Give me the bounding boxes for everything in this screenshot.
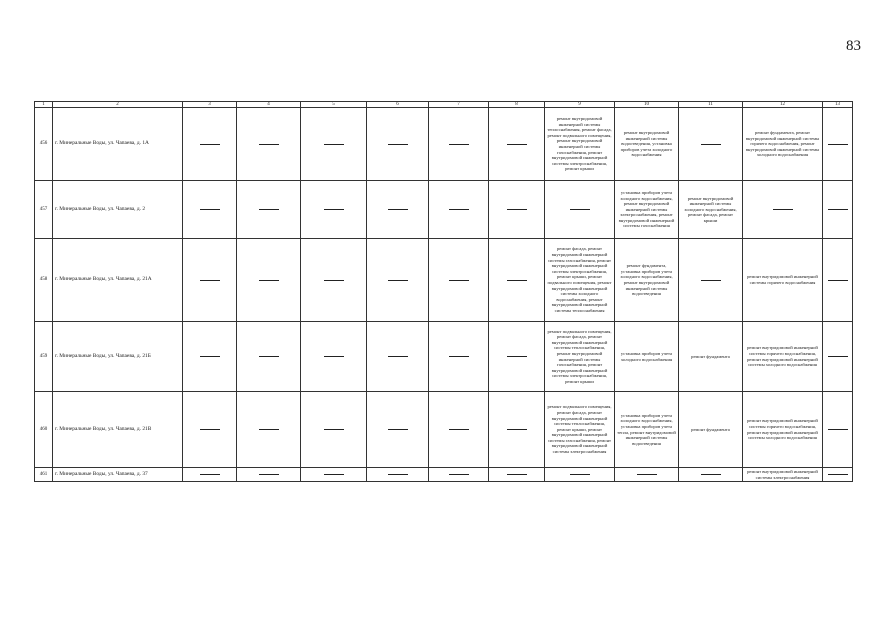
work-cell-c10: установка приборов учета холодного водоснабжения, ремонт внутридомовой инженерной системы электроснабжения, ремонт внутридомовой инженерной системы газоснабжения	[615, 181, 679, 239]
empty-cell	[367, 239, 429, 322]
empty-cell	[489, 108, 545, 181]
empty-cell	[301, 108, 367, 181]
column-number: 5	[301, 102, 367, 108]
empty-cell	[823, 322, 853, 392]
empty-cell	[429, 392, 489, 468]
row-address: г. Минеральные Воды, ул. Чапаева, д. 21Б	[53, 322, 183, 392]
dash-mark	[259, 144, 279, 145]
work-cell-c11: ремонт фундамента	[679, 322, 743, 392]
row-number: 460	[35, 392, 53, 468]
dash-mark	[324, 144, 344, 145]
dash-mark	[449, 280, 469, 281]
empty-cell	[183, 181, 237, 239]
dash-mark	[507, 429, 527, 430]
dash-mark	[324, 356, 344, 357]
empty-cell	[183, 239, 237, 322]
dash-mark	[200, 429, 220, 430]
empty-cell	[237, 239, 301, 322]
work-cell-c10: установка приборов учета холодного водоснабжения, установка приборов учета тепла, ремонт внутридомовой инженерной системы водоотведения	[615, 392, 679, 468]
empty-cell	[301, 468, 367, 482]
work-cell-c12: ремонт внутридомовой инженерной системы горячего водоснабжения	[743, 239, 823, 322]
column-number: 3	[183, 102, 237, 108]
dash-mark	[388, 429, 408, 430]
dash-mark	[449, 209, 469, 210]
dash-mark	[449, 474, 469, 475]
column-number: 1	[35, 102, 53, 108]
empty-cell	[545, 468, 615, 482]
repair-schedule-table	[34, 101, 853, 482]
empty-cell	[489, 392, 545, 468]
dash-mark	[570, 474, 590, 475]
column-number: 10	[615, 102, 679, 108]
empty-cell	[823, 181, 853, 239]
table-row	[35, 239, 853, 322]
empty-cell	[823, 108, 853, 181]
empty-cell	[679, 468, 743, 482]
empty-cell	[301, 181, 367, 239]
work-cell-c11: ремонт фундамента	[679, 392, 743, 468]
row-number: 458	[35, 239, 53, 322]
dash-mark	[388, 144, 408, 145]
table-row	[35, 392, 853, 468]
empty-cell	[489, 322, 545, 392]
work-cell-c9: ремонт подвального помещения, ремонт фасада, ремонт внутридомовой инженерной системы теплоснабжения, ремонт внутридомовой инженерной системы газоснабжения, ремонт внутридомовой инженерной системы электроснабжения, ремонт крыши	[545, 322, 615, 392]
empty-cell	[429, 239, 489, 322]
dash-mark	[828, 209, 848, 210]
empty-cell	[183, 108, 237, 181]
dash-mark	[324, 209, 344, 210]
work-cell-c10: ремонт внутридомовой инженерной системы водоотведения, установка приборов учета холодного водоснабжения	[615, 108, 679, 181]
dash-mark	[200, 209, 220, 210]
dash-mark	[701, 144, 721, 145]
work-cell-c9: ремонт фасада, ремонт внутридомовой инженерной системы газоснабжения, ремонт внутридомовой инженерной системы электроснабжения, ремонт крыши, ремонт подвального помещения, ремонт внутридомовой инженерной системы холодного водоснабжения, ремонт внутридомовой инженерной системы теплоснабжения	[545, 239, 615, 322]
dash-mark	[388, 280, 408, 281]
column-number: 13	[823, 102, 853, 108]
empty-cell	[237, 108, 301, 181]
empty-cell	[679, 239, 743, 322]
column-number: 2	[53, 102, 183, 108]
dash-mark	[388, 209, 408, 210]
empty-cell	[301, 322, 367, 392]
empty-cell	[301, 392, 367, 468]
dash-mark	[259, 356, 279, 357]
empty-cell	[301, 239, 367, 322]
column-number: 12	[743, 102, 823, 108]
row-number: 461	[35, 468, 53, 482]
work-cell-c11: ремонт внутридомовой инженерной системы холодного водоснабжения, ремонт фасада, ремонт крыши	[679, 181, 743, 239]
table-row	[35, 108, 853, 181]
work-cell-c9: ремонт внутридомовой инженерной системы теплоснабжения, ремонт фасада, ремонт подвального помещения, ремонт внутридомовой инженерной системы газоснабжения, ремонт внутридомовой инженерной системы электроснабжения, ремонт крыши	[545, 108, 615, 181]
work-cell-c12: ремонт внутридомовой инженерной системы горячего водоснабжения, ремонт внутридомовой инженерной системы холодного водоснабжения	[743, 392, 823, 468]
dash-mark	[388, 356, 408, 357]
dash-mark	[324, 474, 344, 475]
work-cell-c10: установка приборов учета холодного водоснабжения	[615, 322, 679, 392]
dash-mark	[828, 474, 848, 475]
row-address: г. Минеральные Воды, ул. Чапаева, д. 1А	[53, 108, 183, 181]
empty-cell	[429, 181, 489, 239]
table-row	[35, 468, 853, 482]
work-cell-c10: ремонт фундамента, установка приборов учета холодного водоснабжения, ремонт внутридомовой инженерной системы водоотведения	[615, 239, 679, 322]
dash-mark	[828, 280, 848, 281]
dash-mark	[701, 280, 721, 281]
dash-mark	[388, 474, 408, 475]
dash-mark	[259, 474, 279, 475]
empty-cell	[545, 181, 615, 239]
dash-mark	[259, 280, 279, 281]
empty-cell	[679, 108, 743, 181]
empty-cell	[489, 239, 545, 322]
empty-cell	[489, 181, 545, 239]
empty-cell	[367, 468, 429, 482]
dash-mark	[324, 280, 344, 281]
empty-cell	[237, 392, 301, 468]
row-number: 457	[35, 181, 53, 239]
dash-mark	[507, 144, 527, 145]
row-number: 459	[35, 322, 53, 392]
dash-mark	[507, 209, 527, 210]
empty-cell	[237, 181, 301, 239]
row-number: 456	[35, 108, 53, 181]
empty-cell	[237, 322, 301, 392]
dash-mark	[200, 356, 220, 357]
empty-cell	[615, 468, 679, 482]
empty-cell	[429, 108, 489, 181]
page-number: 83	[846, 38, 861, 54]
empty-cell	[237, 468, 301, 482]
dash-mark	[259, 209, 279, 210]
dash-mark	[324, 429, 344, 430]
dash-mark	[701, 474, 721, 475]
row-address: г. Минеральные Воды, ул. Чапаева, д. 21А	[53, 239, 183, 322]
empty-cell	[823, 392, 853, 468]
empty-cell	[367, 108, 429, 181]
dash-mark	[828, 144, 848, 145]
column-number: 9	[545, 102, 615, 108]
dash-mark	[507, 356, 527, 357]
dash-mark	[200, 144, 220, 145]
work-cell-c12: ремонт фундамента, ремонт внутридомовой инженерной системы горячего водоснабжения, ремонт внутридомовой инженерной системы холодного водоснабжения	[743, 108, 823, 181]
table-row	[35, 181, 853, 239]
dash-mark	[200, 280, 220, 281]
table-row	[35, 322, 853, 392]
dash-mark	[637, 474, 657, 475]
dash-mark	[773, 209, 793, 210]
dash-mark	[507, 280, 527, 281]
dash-mark	[828, 429, 848, 430]
column-number: 11	[679, 102, 743, 108]
empty-cell	[183, 322, 237, 392]
empty-cell	[489, 468, 545, 482]
dash-mark	[828, 356, 848, 357]
work-cell-c12: ремонт внутридомовой инженерной системы горячего водоснабжения, ремонт внутридомовой инженерной системы холодного водоснабжения	[743, 322, 823, 392]
dash-mark	[449, 429, 469, 430]
empty-cell	[743, 181, 823, 239]
row-address: г. Минеральные Воды, ул. Чапаева, д. 21В	[53, 392, 183, 468]
empty-cell	[367, 181, 429, 239]
empty-cell	[429, 468, 489, 482]
dash-mark	[449, 356, 469, 357]
empty-cell	[823, 468, 853, 482]
dash-mark	[200, 474, 220, 475]
dash-mark	[507, 474, 527, 475]
empty-cell	[429, 322, 489, 392]
empty-cell	[823, 239, 853, 322]
row-address: г. Минеральные Воды, ул. Чапаева, д. 37	[53, 468, 183, 482]
column-number: 7	[429, 102, 489, 108]
empty-cell	[183, 392, 237, 468]
empty-cell	[367, 322, 429, 392]
column-number: 6	[367, 102, 429, 108]
empty-cell	[183, 468, 237, 482]
column-number: 8	[489, 102, 545, 108]
empty-cell	[367, 392, 429, 468]
work-cell-c12: ремонт внутридомовой инженерной системы электроснабжения	[743, 468, 823, 482]
dash-mark	[449, 144, 469, 145]
row-address: г. Минеральные Воды, ул. Чапаева, д. 2	[53, 181, 183, 239]
dash-mark	[570, 209, 590, 210]
column-number: 4	[237, 102, 301, 108]
work-cell-c9: ремонт подвального помещения, ремонт фасада, ремонт внутридомовой инженерной системы теплоснабжения, ремонт крыши, ремонт внутридомовой инженерной системы газоснабжения, ремонт внутридомовой инженерной системы электроснабжения	[545, 392, 615, 468]
dash-mark	[259, 429, 279, 430]
